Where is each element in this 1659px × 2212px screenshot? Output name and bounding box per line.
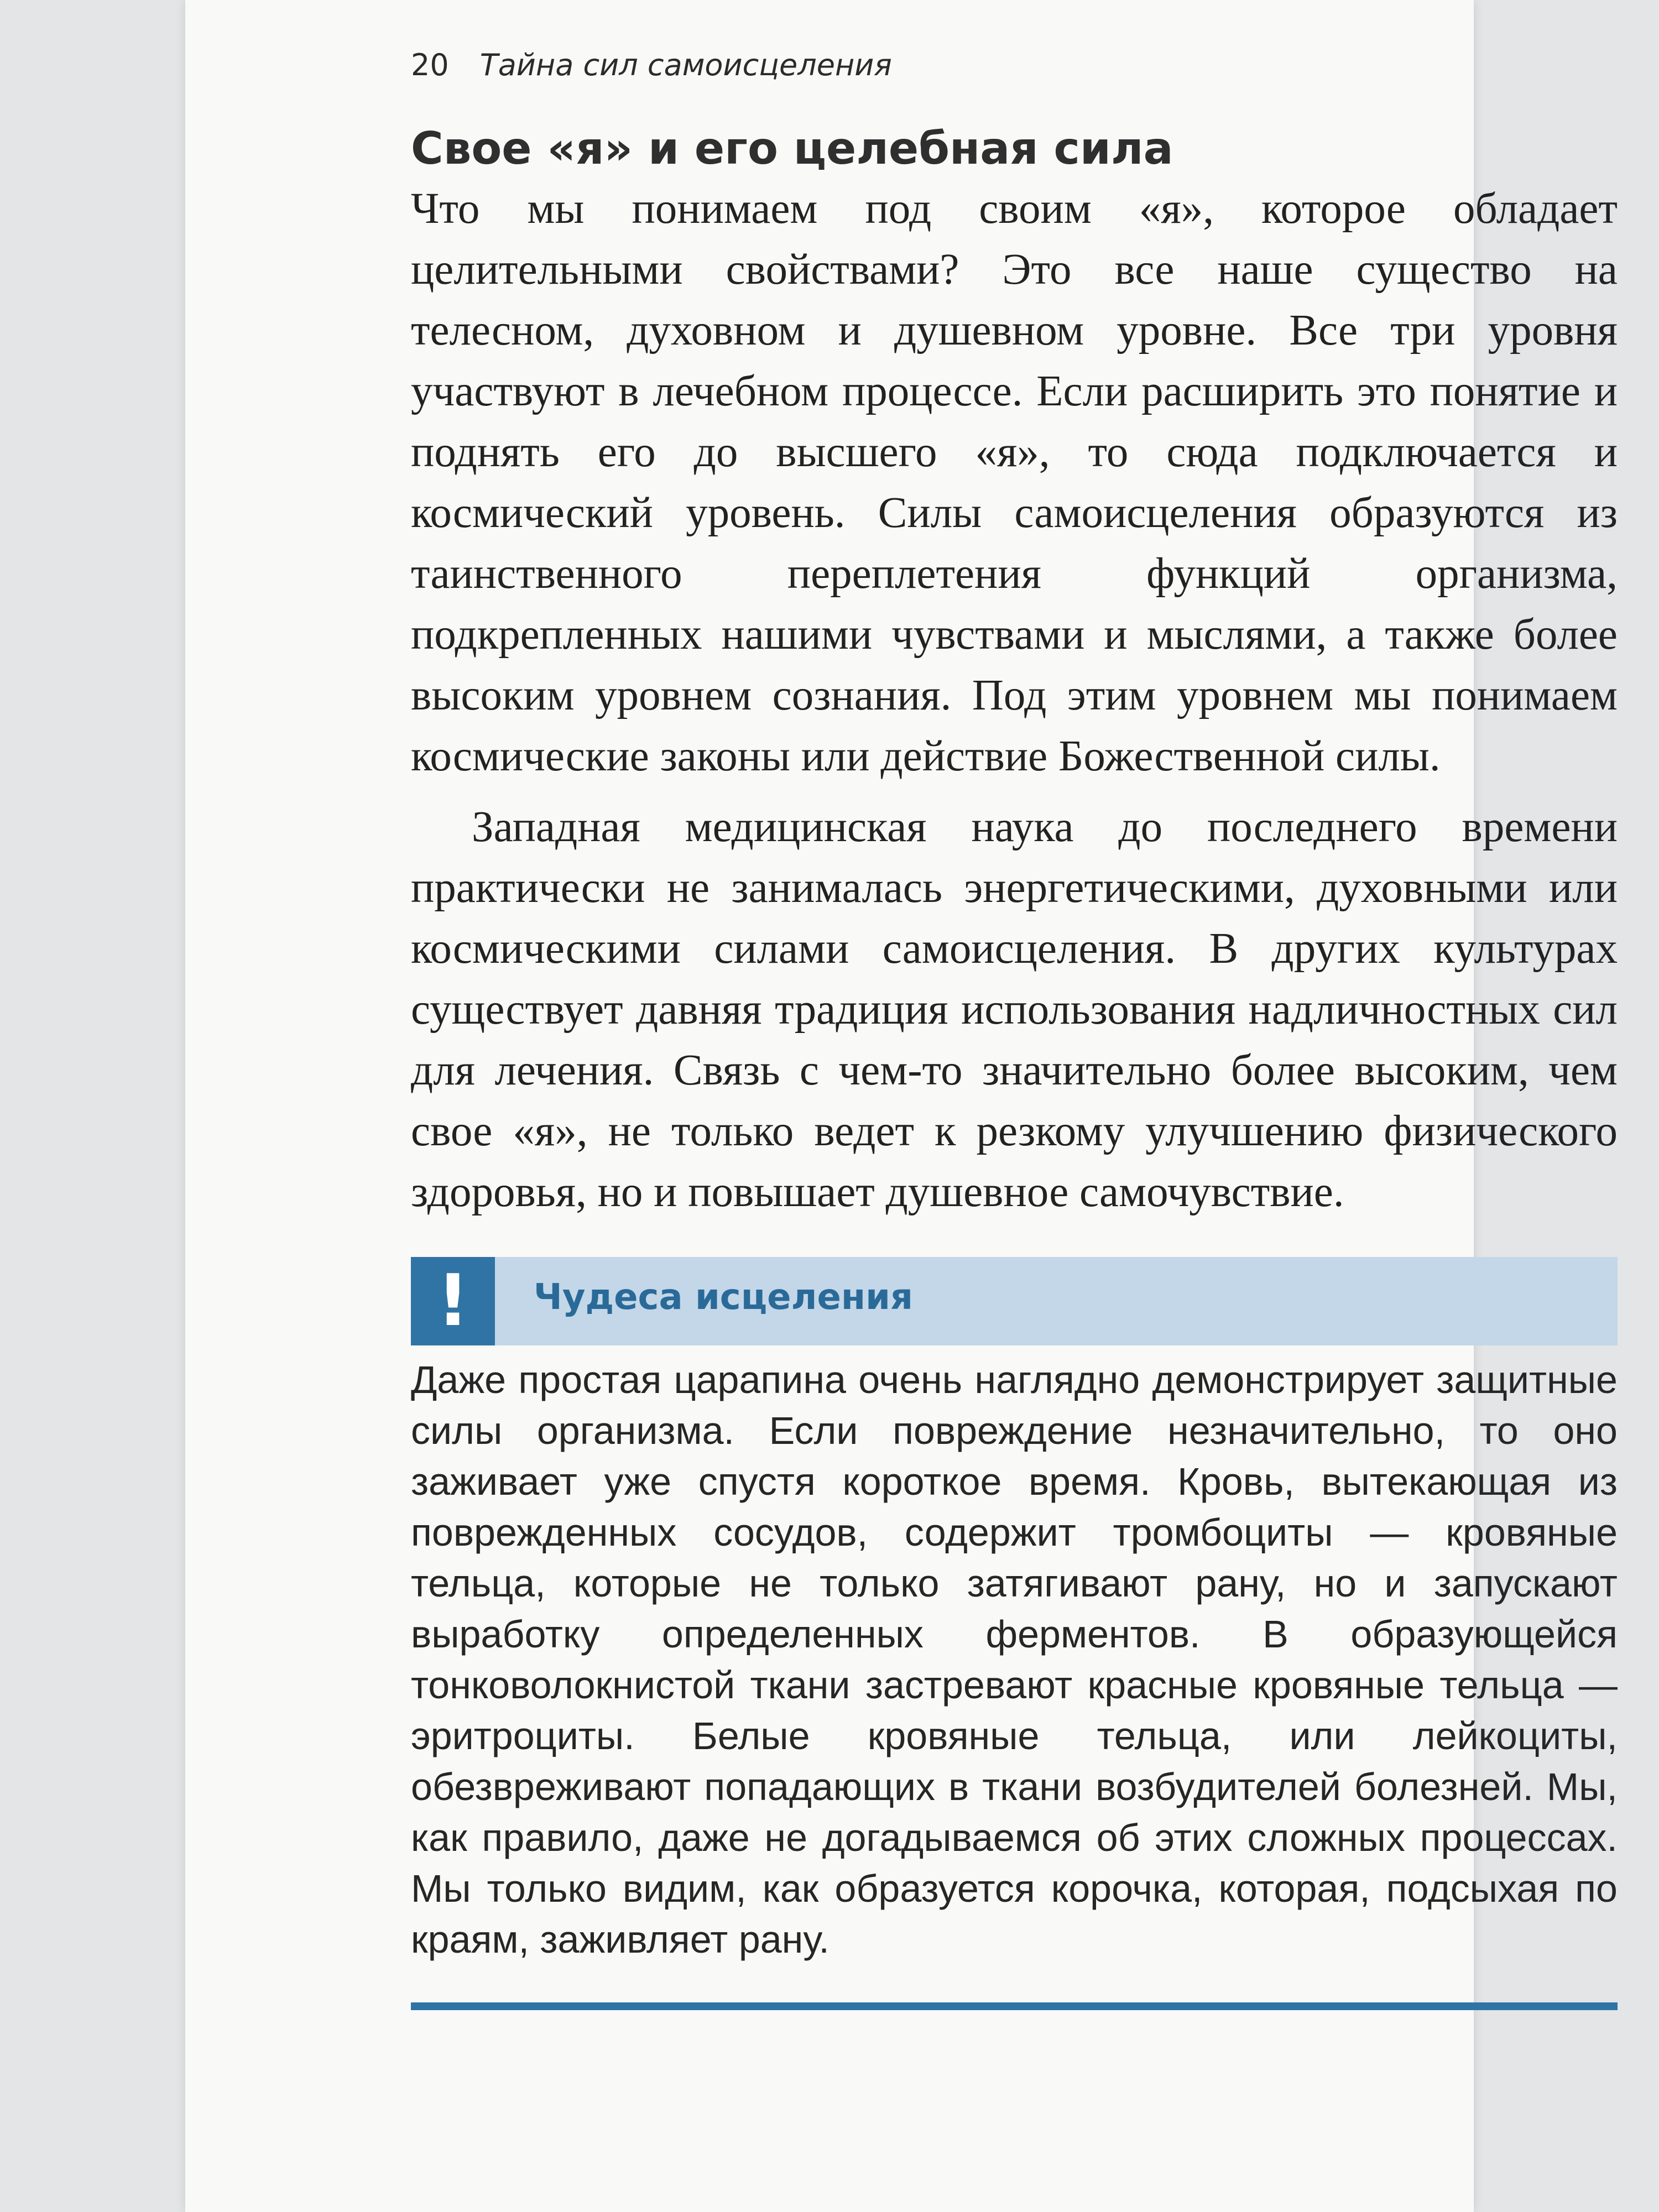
page-content (411, 39, 1618, 2010)
main-text (411, 179, 1618, 1223)
exclamation-icon: ! (411, 1257, 495, 1345)
paragraph: Западная медицинская наука до последнего времени практически не занималась энергетическими, духовными или космическими силами самоисцеления. В других культурах существует давняя традиция использования надличностных сил для лечения. Связь с чем-то значительно более высоким, чем свое «я», не только ведет к резкому улучшению физического здоровья, но и повышает душевное самочувствие. (411, 803, 1618, 1216)
running-head (411, 39, 1618, 91)
sidebar-box-title: Чудеса исцеления (534, 1277, 913, 1318)
sidebar-box-header (411, 1257, 1618, 1345)
page-number: 20 (411, 48, 449, 82)
sidebar-box-text: Даже простая царапина очень наглядно демонстрирует защитные силы организма. Если повреждение незначительно, то оно заживает уже спустя короткое время. Кровь, вытекающая из поврежденных сосудов, содержит тромбоциты — кровяные тельца, которые не только затягивают рану, но и запускают выработку определенных ферментов. В образующейся тонковолокнистой ткани застревают красные кровяные тельца — эритроциты. Белые кровяные тельца, или лейкоциты, обезвреживают попадающих в ткани возбудителей болезней. Мы, как правило, даже не догадываемся об этих сложных процессах. Мы только видим, как образуется корочка, которая, подсыхая по краям, заживляет рану. (411, 1358, 1618, 1961)
running-title: Тайна сил самоисцеления (479, 48, 892, 82)
book-page (185, 0, 1618, 2212)
paragraph: Что мы понимаем под своим «я», которое обладает целительными свойствами? Это все наше существо на телесном, духовном и душевном уровне. Все три уровня участвуют в лечебном процессе. Если расширить это понятие и поднять его до высшего «я», то сюда подключается и космический уровень. Силы самоисцеления образуются из таинственного переплетения функций организма, подкрепленных нашими чувствами и мыслями, а также более высоким уровнем сознания. Под этим уровнем мы понимаем космические законы или действие Божественной силы. (411, 185, 1618, 780)
sidebar-bottom-rule (411, 2002, 1618, 2010)
section-title: Свое «я» и его целебная сила (411, 123, 1173, 174)
